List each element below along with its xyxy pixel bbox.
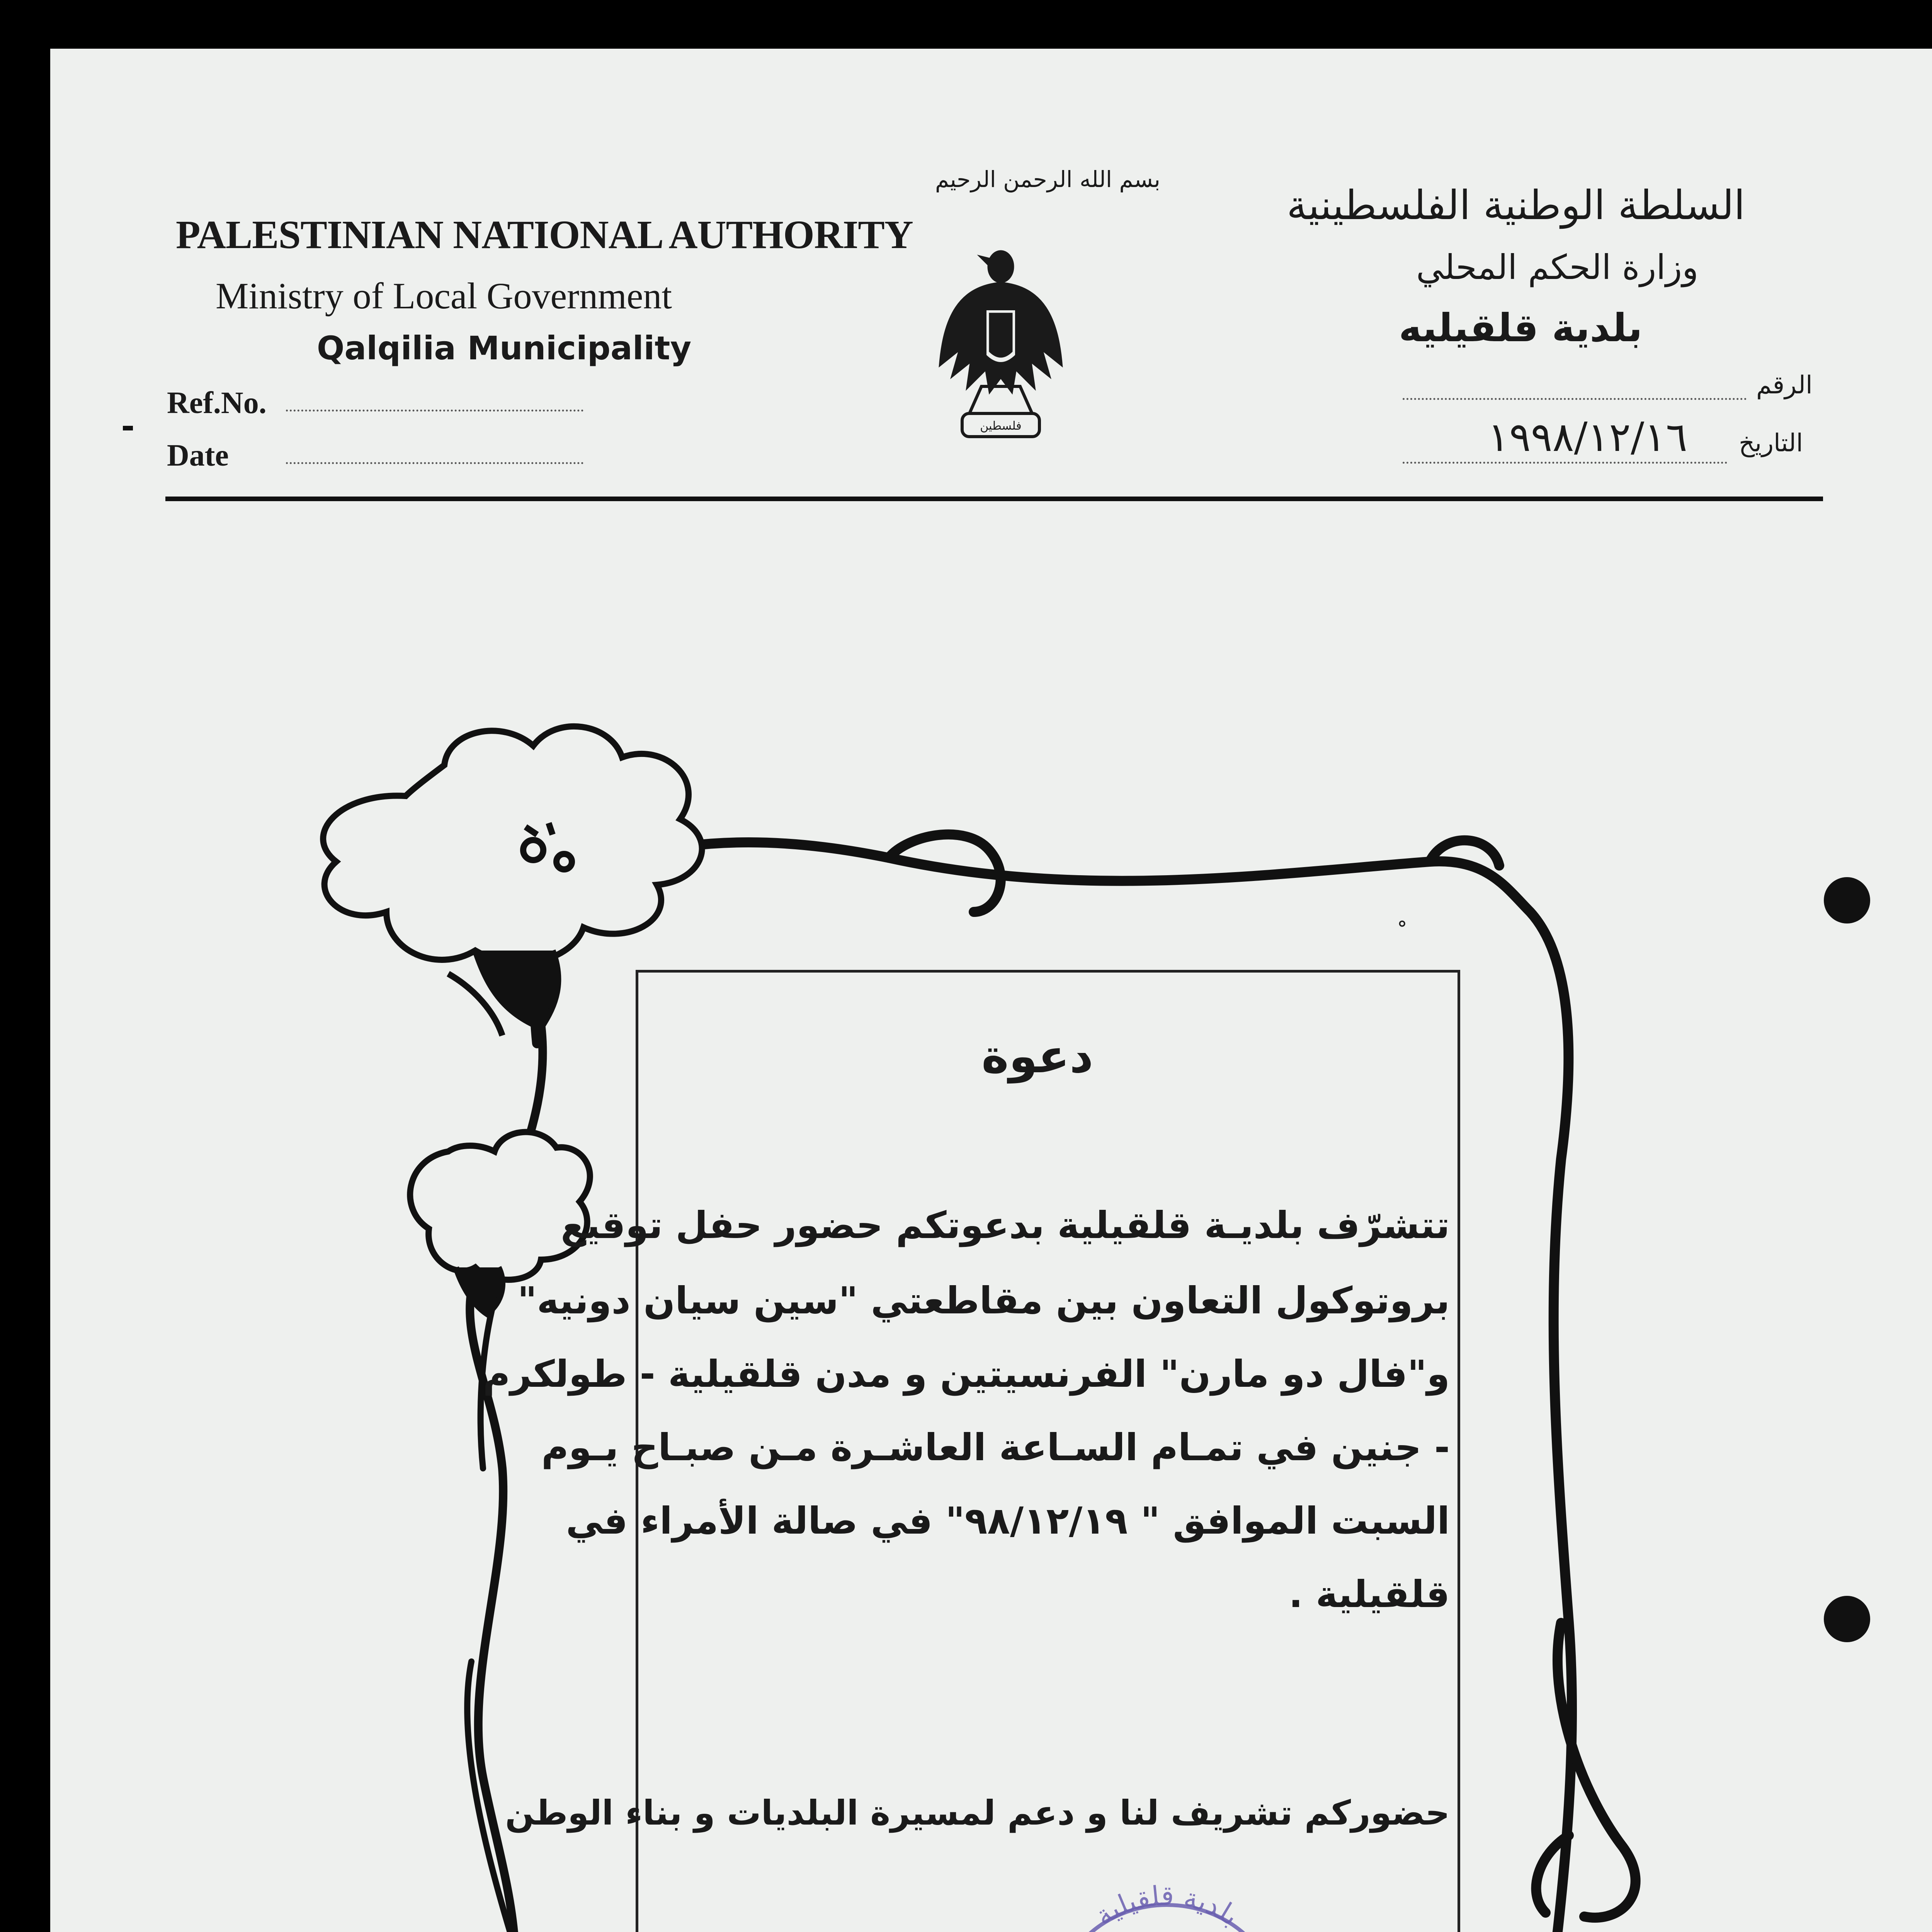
ref-label-ar: الرقم (1756, 371, 1813, 400)
small-mark: ﹾ (1399, 920, 1406, 946)
invitation-line-4: - جنين في تمـام السـاعة العاشـرة مـن صبـاح يـوم (541, 1426, 1450, 1469)
invitation-line-1: تتشرّف بلديـة قلقيلية بدعوتكم حضور حفل توقيع (561, 1204, 1450, 1247)
emblem-caption: فلسطين (980, 419, 1022, 433)
ref-label: Ref.No. (167, 386, 267, 420)
invitation-line-5: السبت الموافق " ٩٨/١٢/١٩" في صالة الأمراء في (566, 1499, 1450, 1543)
invitation-line-6: قلقيلية . (1289, 1573, 1450, 1616)
ministry-ar: وزارة الحكم المحلي (1416, 247, 1699, 287)
basmala: بسم الله الرحمن الرحيم (935, 166, 1160, 192)
invitation-closing: حضوركم تشريف لنا و دعم لمسيرة البلديات و بناء الوطن (505, 1793, 1450, 1833)
authority-en: PALESTINIAN NATIONAL AUTHORITY (176, 213, 913, 257)
invitation-line-2: بروتوكول التعاون بين مقاطعتي "سين سيان دونيه" (517, 1279, 1450, 1322)
date-label-ar: التاريخ (1739, 429, 1803, 457)
municipality-ar: بلدية قلقيليه (1399, 305, 1643, 350)
invitation-line-3: و"فال دو مارن" الفرنسيتين و مدن قلقيلية - طولكرم (483, 1352, 1450, 1396)
municipality-stamp (1012, 1882, 1321, 1932)
stamp-top-text: بلدية قلقيلية (1089, 1882, 1245, 1932)
authority-ar: السلطة الوطنية الفلسطينية (1287, 182, 1745, 229)
date-label: Date (167, 439, 229, 473)
ministry-en: Ministry of Local Government (216, 275, 672, 316)
date-value-ar: ١٩٩٨/١٢/١٦ (1488, 413, 1687, 461)
municipality-en: Qalqilia Municipality (317, 329, 692, 367)
invitation-title: دعوة (981, 1030, 1094, 1083)
